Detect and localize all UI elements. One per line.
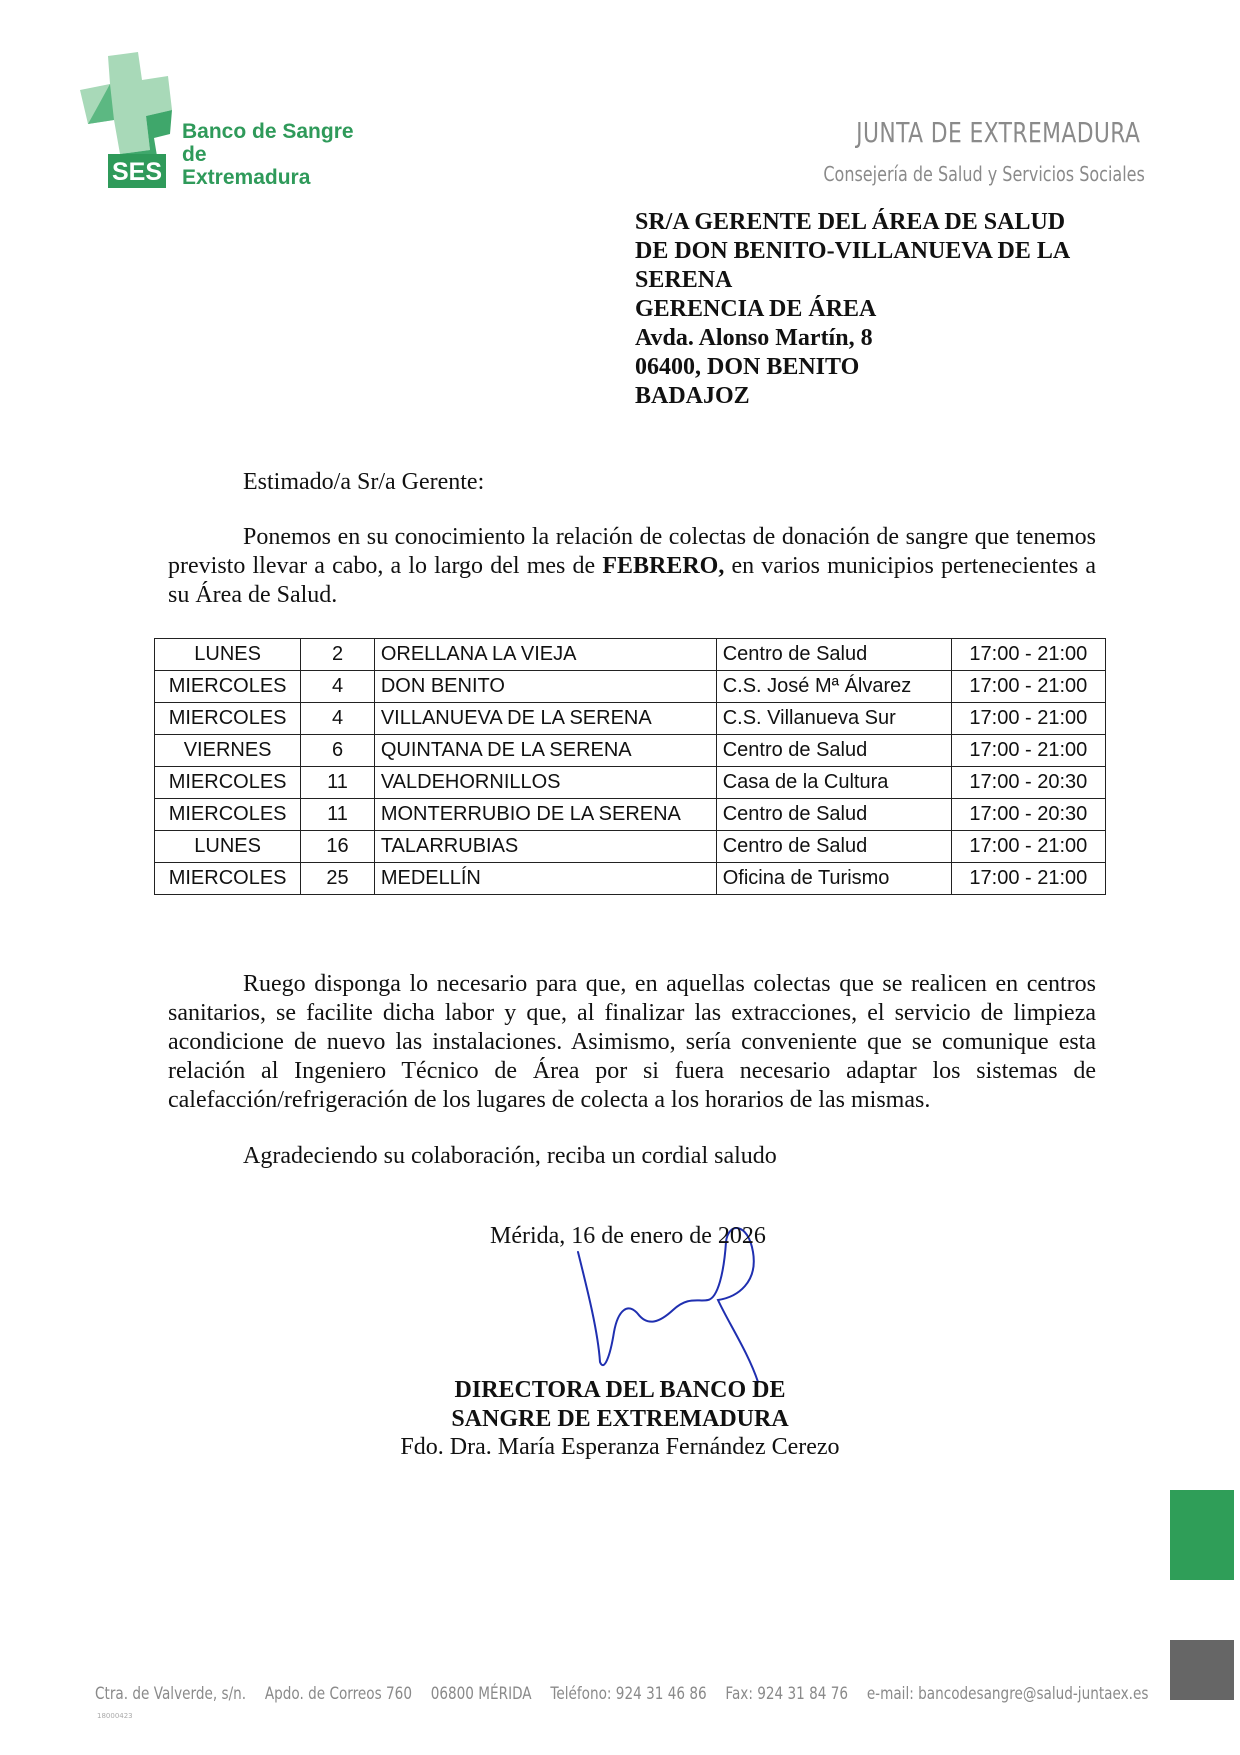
place-cell: Centro de Salud bbox=[716, 799, 951, 831]
signatory-name: Fdo. Dra. María Esperanza Fernández Cerezo bbox=[400, 1434, 840, 1460]
logo-line: Banco de Sangre bbox=[182, 120, 354, 143]
footer-fax: Fax: 924 31 84 76 bbox=[725, 1684, 849, 1704]
recipient-address bbox=[635, 208, 1105, 411]
place-cell: C.S. José Mª Álvarez bbox=[716, 671, 951, 703]
town-cell: DON BENITO bbox=[374, 671, 716, 703]
recipient-line: Avda. Alonso Martín, 8 bbox=[635, 325, 873, 351]
date-cell: 4 bbox=[301, 703, 375, 735]
day-cell: MIERCOLES bbox=[155, 703, 301, 735]
recipient-line: SR/A GERENTE DEL ÁREA DE SALUD bbox=[635, 209, 1066, 235]
intro-text: Ponemos en su conocimiento la relación de colectas de donación de sangre que tenemos previsto llevar a cabo, a lo largo del mes de bbox=[168, 524, 1096, 579]
junta-title: JUNTA DE EXTREMADURA bbox=[855, 116, 1140, 149]
table-row bbox=[155, 767, 1106, 799]
footer-address: Ctra. de Valverde, s/n. bbox=[95, 1684, 247, 1704]
date-cell: 2 bbox=[301, 639, 375, 671]
signatory-role bbox=[300, 1376, 940, 1434]
date-cell: 16 bbox=[301, 831, 375, 863]
greeting: Estimado/a Sr/a Gerente: bbox=[243, 469, 485, 495]
logo-line: Extremadura bbox=[182, 166, 311, 189]
day-cell: LUNES bbox=[155, 639, 301, 671]
table-row bbox=[155, 799, 1106, 831]
town-cell: ORELLANA LA VIEJA bbox=[374, 639, 716, 671]
place-cell: Centro de Salud bbox=[716, 831, 951, 863]
table-row bbox=[155, 639, 1106, 671]
table-row bbox=[155, 671, 1106, 703]
time-cell: 17:00 - 21:00 bbox=[951, 831, 1105, 863]
closing-line: Agradeciendo su colaboración, reciba un cordial saludo bbox=[243, 1143, 777, 1169]
time-cell: 17:00 - 21:00 bbox=[951, 735, 1105, 767]
table-row bbox=[155, 703, 1106, 735]
day-cell: MIERCOLES bbox=[155, 671, 301, 703]
junta-subtitle: Consejería de Salud y Servicios Sociales bbox=[823, 162, 1145, 186]
time-cell: 17:00 - 20:30 bbox=[951, 767, 1105, 799]
table-row bbox=[155, 735, 1106, 767]
recipient-line: 06400, DON BENITO bbox=[635, 354, 860, 380]
recipient-line: BADAJOZ bbox=[635, 383, 750, 409]
collection-schedule-table bbox=[154, 638, 1106, 895]
table-row bbox=[155, 831, 1106, 863]
signature-date: Mérida, 16 de enero de 2026 bbox=[490, 1223, 766, 1249]
footer-po-box: Apdo. de Correos 760 bbox=[264, 1684, 412, 1704]
time-cell: 17:00 - 21:00 bbox=[951, 639, 1105, 671]
time-cell: 17:00 - 21:00 bbox=[951, 863, 1105, 895]
town-cell: VALDEHORNILLOS bbox=[374, 767, 716, 799]
day-cell: MIERCOLES bbox=[155, 799, 301, 831]
footer-contact bbox=[95, 1684, 1163, 1704]
date-cell: 6 bbox=[301, 735, 375, 767]
ses-badge: SES bbox=[111, 158, 163, 186]
place-cell: C.S. Villanueva Sur bbox=[716, 703, 951, 735]
day-cell: MIERCOLES bbox=[155, 767, 301, 799]
date-cell: 11 bbox=[301, 767, 375, 799]
footer-email: e-mail: bancodesangre@salud-juntaex.es bbox=[866, 1684, 1149, 1704]
intro-paragraph bbox=[168, 523, 1096, 610]
date-cell: 4 bbox=[301, 671, 375, 703]
recipient-line: GERENCIA DE ÁREA bbox=[635, 296, 877, 322]
town-cell: MEDELLÍN bbox=[374, 863, 716, 895]
day-cell: LUNES bbox=[155, 831, 301, 863]
recipient-line: DE DON BENITO-VILLANUEVA DE LA bbox=[635, 238, 1071, 264]
logo-line: de bbox=[182, 143, 207, 166]
side-gray-block bbox=[1170, 1640, 1234, 1700]
date-cell: 25 bbox=[301, 863, 375, 895]
footer-city: 06800 MÉRIDA bbox=[430, 1684, 532, 1704]
logo-text bbox=[182, 120, 354, 189]
request-paragraph: Ruego disponga lo necesario para que, en aquellas colectas que se realicen en centros sanitarios, se facilite dicha labor y que, al finalizar las extracciones, el servicio de limpieza acondicione de nuevo las instalaciones. Asimismo, sería conveniente que se comunique esta relación al Ingeniero Técnico de Área por si fuera necesario adaptar los sistemas de calefacción/refrigeración de los lugares de colecta a los horarios de las mismas. bbox=[168, 971, 1096, 1113]
time-cell: 17:00 - 20:30 bbox=[951, 799, 1105, 831]
side-green-block bbox=[1170, 1490, 1234, 1580]
day-cell: MIERCOLES bbox=[155, 863, 301, 895]
footer-code: 18000423 bbox=[97, 1712, 133, 1720]
time-cell: 17:00 - 21:00 bbox=[951, 671, 1105, 703]
table-row bbox=[155, 863, 1106, 895]
town-cell: MONTERRUBIO DE LA SERENA bbox=[374, 799, 716, 831]
footer-phone: Teléfono: 924 31 46 86 bbox=[550, 1684, 707, 1704]
intro-text-end: en varios municipios pertenecientes a su Área de Salud. bbox=[168, 553, 1097, 608]
intro-month: FEBRERO, bbox=[602, 553, 725, 579]
place-cell: Oficina de Turismo bbox=[716, 863, 951, 895]
role-line: SANGRE DE EXTREMADURA bbox=[451, 1406, 789, 1432]
date-cell: 11 bbox=[301, 799, 375, 831]
place-cell: Centro de Salud bbox=[716, 639, 951, 671]
place-cell: Centro de Salud bbox=[716, 735, 951, 767]
town-cell: TALARRUBIAS bbox=[374, 831, 716, 863]
time-cell: 17:00 - 21:00 bbox=[951, 703, 1105, 735]
recipient-line: SERENA bbox=[635, 267, 733, 293]
town-cell: VILLANUEVA DE LA SERENA bbox=[374, 703, 716, 735]
day-cell: VIERNES bbox=[155, 735, 301, 767]
role-line: DIRECTORA DEL BANCO DE bbox=[454, 1377, 786, 1403]
town-cell: QUINTANA DE LA SERENA bbox=[374, 735, 716, 767]
place-cell: Casa de la Cultura bbox=[716, 767, 951, 799]
